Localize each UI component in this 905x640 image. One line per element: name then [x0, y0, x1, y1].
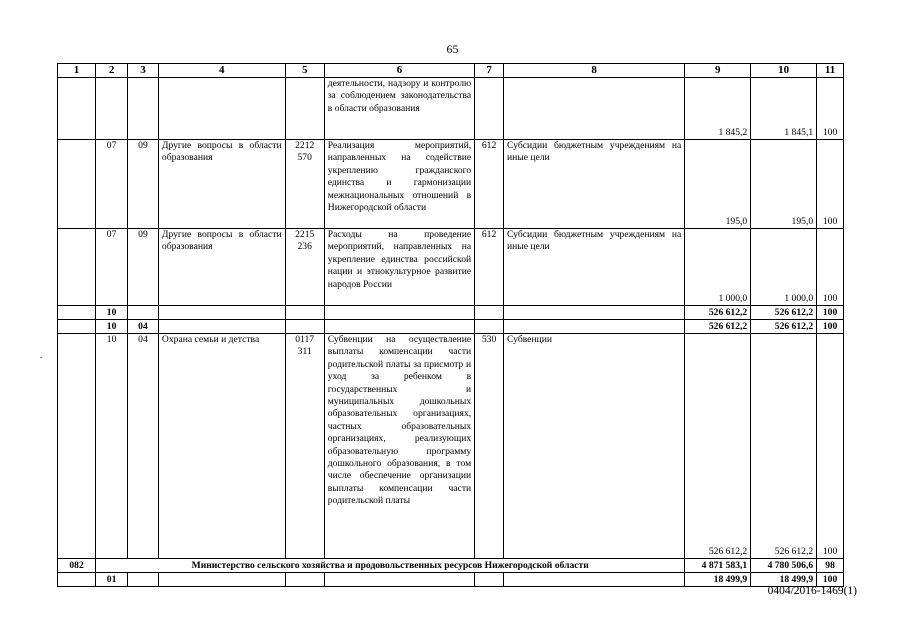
header-col-5: 5 [285, 64, 324, 78]
cell-subsection-name: Охрана семьи и детства [158, 334, 285, 559]
cell-subsection: 09 [128, 229, 159, 306]
cell-section: 07 [96, 229, 128, 306]
cell-plan: 526 612,2 [685, 334, 751, 559]
cell-actual: 1 000,0 [751, 229, 817, 306]
cell-plan: 1 845,2 [685, 78, 751, 140]
header-col-4: 4 [158, 64, 285, 78]
total-row [58, 320, 844, 334]
header-col-8: 8 [504, 64, 685, 78]
header-col-11: 11 [817, 64, 844, 78]
header-col-3: 3 [128, 64, 159, 78]
cell-plan: 4 871 583,1 [685, 559, 751, 573]
cell-expense-type: 612 [475, 229, 504, 306]
cell-plan: 18 499,9 [685, 573, 751, 587]
cell-target-code: 2215 236 [285, 229, 324, 306]
cell-expense-name: Субсидии бюджетным учреждениям на иные цели [504, 140, 685, 229]
table-row [58, 334, 844, 559]
cell-expense-type: 530 [475, 334, 504, 559]
cell-percent: 100 [817, 78, 844, 140]
cell-description: деятельности, надзору и контролю за соблюдением законодательства в области образования [324, 78, 474, 140]
cell-subsection: 09 [128, 140, 159, 229]
header-col-10: 10 [751, 64, 817, 78]
header-col-1: 1 [58, 64, 96, 78]
cell-percent: 100 [817, 334, 844, 559]
ministry-row [58, 559, 844, 573]
budget-table [57, 63, 844, 587]
document-code: 0404/2016-1469(1) [767, 585, 857, 597]
cell-actual: 195,0 [751, 140, 817, 229]
cell-ministry-name: Министерство сельского хозяйства и продовольственных ресурсов Нижегородской области [96, 559, 685, 573]
cell-plan: 526 612,2 [685, 306, 751, 320]
cell-expense-name: Субвенции [504, 334, 685, 559]
cell-percent: 100 [817, 140, 844, 229]
cell-actual: 18 499,9 [751, 573, 817, 587]
cell-subsection-name: Другие вопросы в области образования [158, 229, 285, 306]
cell-section: 10 [96, 334, 128, 559]
cell-section: 01 [96, 573, 128, 587]
header-col-6: 6 [324, 64, 474, 78]
cell-ministry-code: 082 [58, 559, 96, 573]
header-col-7: 7 [475, 64, 504, 78]
table-row [58, 140, 844, 229]
cell-plan: 195,0 [685, 140, 751, 229]
header-row [58, 64, 844, 78]
cell-section: 07 [96, 140, 128, 229]
cell-plan: 1 000,0 [685, 229, 751, 306]
cell-subsection-name: Другие вопросы в области образования [158, 140, 285, 229]
total-row [58, 306, 844, 320]
cell-actual: 526 612,2 [751, 306, 817, 320]
cell-expense-name: Субсидии бюджетным учреждениям на иные цели [504, 229, 685, 306]
total-row [58, 573, 844, 587]
cell-percent: 100 [817, 306, 844, 320]
cell-target-code: 0117 311 [285, 334, 324, 559]
cell-description: Реализация мероприятий, направленных на содействие укреплению гражданского единства и гармонизации межнациональных отношений в Нижегородской области [324, 140, 474, 229]
cell-plan: 526 612,2 [685, 320, 751, 334]
cell-section: 10 [96, 320, 128, 334]
cell-actual: 526 612,2 [751, 320, 817, 334]
page-number: 65 [446, 42, 459, 56]
cell-subsection: 04 [128, 334, 159, 559]
cell-subsection: 04 [128, 320, 159, 334]
cell-percent: 98 [817, 559, 844, 573]
header-col-9: 9 [685, 64, 751, 78]
header-col-2: 2 [96, 64, 128, 78]
cell-actual: 1 845,1 [751, 78, 817, 140]
table-row [58, 78, 844, 140]
cell-percent: 100 [817, 229, 844, 306]
cell-description: Субвенции на осуществление выплаты компенсации части родительской платы за присмотр и уход за ребенком в государственных и муниципальных дошкольных образовательных организациях, частных образовательных организациях, реализующих образовательную программу дошкольного образования, в том числе обеспечение организации выплаты компенсации части родительской платы [324, 334, 474, 559]
cell-actual: 526 612,2 [751, 334, 817, 559]
cell-target-code: 2212 570 [285, 140, 324, 229]
cell-actual: 4 780 506,6 [751, 559, 817, 573]
cell-percent: 100 [817, 320, 844, 334]
table-row [58, 229, 844, 306]
cell-section: 10 [96, 306, 128, 320]
side-mark: . [40, 350, 43, 360]
cell-percent: 100 [817, 573, 844, 587]
cell-description: Расходы на проведение мероприятий, направленных на укрепление единства российской нации и этнокультурное развитие народов России [324, 229, 474, 306]
cell-expense-type: 612 [475, 140, 504, 229]
